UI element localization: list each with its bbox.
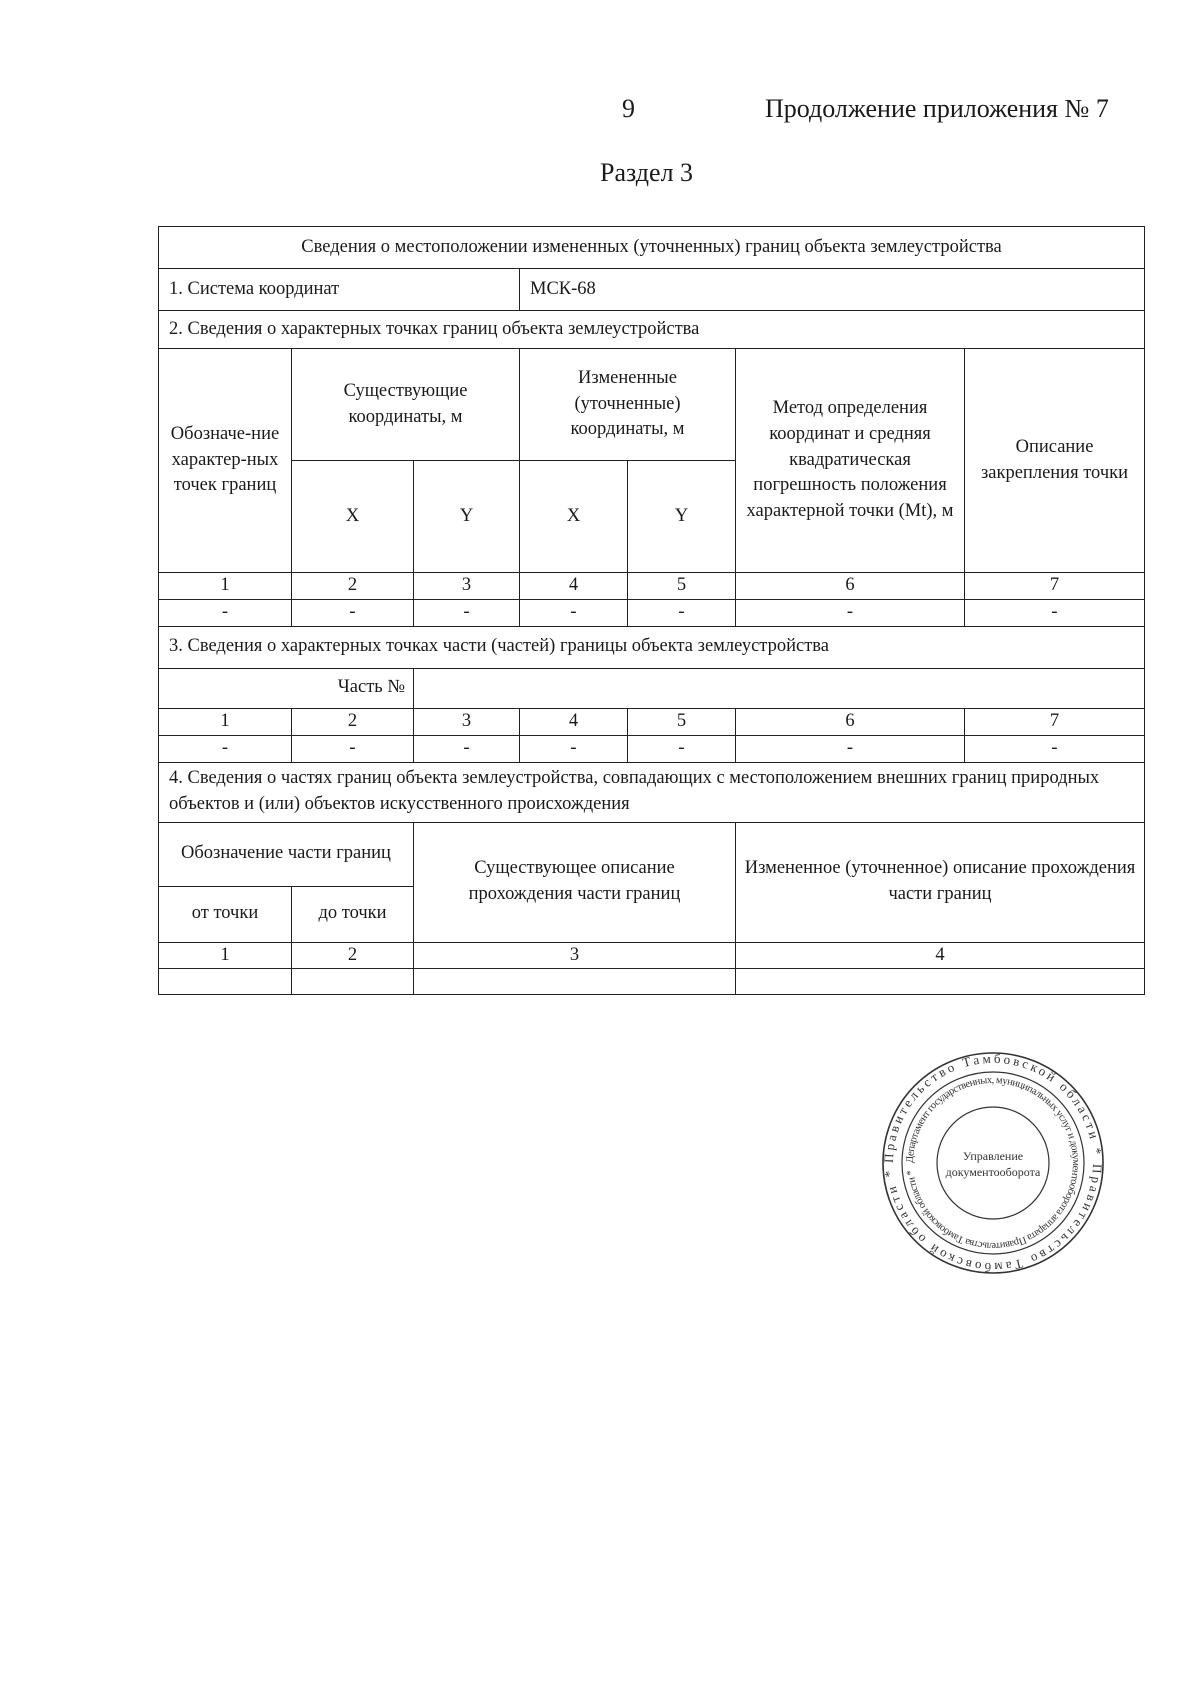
section3-colnum: 5 — [628, 708, 736, 735]
continuation-label: Продолжение приложения № 7 — [765, 94, 1109, 123]
header-to-point: до точки — [292, 886, 414, 942]
section2-colnum: 2 — [292, 573, 414, 600]
header-existing-coords: Существующие координаты, м — [292, 349, 520, 461]
header-existing-x: X — [292, 461, 414, 573]
stamp-outer-text: Правительство Тамбовской области * Правительство Тамбовской области * — [880, 1050, 1106, 1276]
section3-cell: - — [292, 735, 414, 762]
section2-cell: - — [628, 599, 736, 626]
section3-colnum: 1 — [159, 708, 292, 735]
section4-title: 4. Сведения о частях границ объекта землеустройства, совпадающих с местоположением внешних границ природных объектов и (или) объектов искусственного происхождения — [159, 762, 1145, 822]
section3-colnum: 4 — [520, 708, 628, 735]
header-designation: Обозначе-ние характер-ных точек границ — [159, 349, 292, 573]
land-boundary-table — [158, 226, 1145, 995]
section2-colnum: 4 — [520, 573, 628, 600]
section-title: Раздел 3 — [600, 158, 694, 187]
section4-colnum: 1 — [159, 942, 292, 969]
section2-colnum: 5 — [628, 573, 736, 600]
header-fixation: Описание закрепления точки — [965, 349, 1145, 573]
section2-cell: - — [520, 599, 628, 626]
header-part-designation: Обозначение части границ — [159, 822, 414, 886]
section2-title: 2. Сведения о характерных точках границ объекта землеустройства — [159, 311, 1145, 349]
header-from-point: от точки — [159, 886, 292, 942]
header-existing-y: Y — [414, 461, 520, 573]
header-changed-description: Измененное (уточненное) описание прохождения части границ — [736, 822, 1145, 942]
coord-system-value: МСК-68 — [520, 269, 1145, 311]
section3-colnum: 7 — [965, 708, 1145, 735]
section2-cell: - — [414, 599, 520, 626]
section4-cell — [414, 969, 736, 995]
stamp-inner-circle — [937, 1107, 1049, 1219]
header-existing-description: Существующее описание прохождения части границ — [414, 822, 736, 942]
section4-cell — [159, 969, 292, 995]
section3-title: 3. Сведения о характерных точках части (частей) границы объекта землеустройства — [159, 626, 1145, 668]
section2-cell: - — [159, 599, 292, 626]
header-changed-y: Y — [628, 461, 736, 573]
section2-colnum: 6 — [736, 573, 965, 600]
section3-cell: - — [520, 735, 628, 762]
section2-colnum: 1 — [159, 573, 292, 600]
section3-cell: - — [736, 735, 965, 762]
header-method: Метод определения координат и средняя квадратическая погрешность положения характерной точки (Mt), м — [736, 349, 965, 573]
section3-cell: - — [159, 735, 292, 762]
section2-cell: - — [292, 599, 414, 626]
section3-part-label: Часть № — [159, 668, 414, 708]
section3-cell: - — [628, 735, 736, 762]
official-stamp — [878, 1048, 1108, 1278]
stamp-middle-circle — [902, 1072, 1084, 1254]
section4-cell — [736, 969, 1145, 995]
section3-cell: - — [414, 735, 520, 762]
section3-colnum: 3 — [414, 708, 520, 735]
stamp-inner-text: Департамент государственных, муниципальных услуг и документооборота аппарата Правительства Тамбовской области * — [904, 1074, 1082, 1252]
section3-colnum: 6 — [736, 708, 965, 735]
header-changed-x: X — [520, 461, 628, 573]
section2-colnum: 3 — [414, 573, 520, 600]
section3-cell: - — [965, 735, 1145, 762]
section3-part-value — [414, 668, 1145, 708]
coord-system-label: 1. Система координат — [159, 269, 520, 311]
section4-colnum: 4 — [736, 942, 1145, 969]
section3-colnum: 2 — [292, 708, 414, 735]
section2-cell: - — [736, 599, 965, 626]
header-changed-coords: Измененные (уточненные) координаты, м — [520, 349, 736, 461]
section4-colnum: 2 — [292, 942, 414, 969]
table-title: Сведения о местоположении измененных (уточненных) границ объекта землеустройства — [159, 227, 1145, 269]
page-number: 9 — [622, 94, 635, 123]
stamp-center-line2: документооборота — [945, 1165, 1041, 1179]
stamp-center-line1: Управление — [962, 1149, 1024, 1163]
section2-cell: - — [965, 599, 1145, 626]
section4-colnum: 3 — [414, 942, 736, 969]
section2-colnum: 7 — [965, 573, 1145, 600]
section4-cell — [292, 969, 414, 995]
